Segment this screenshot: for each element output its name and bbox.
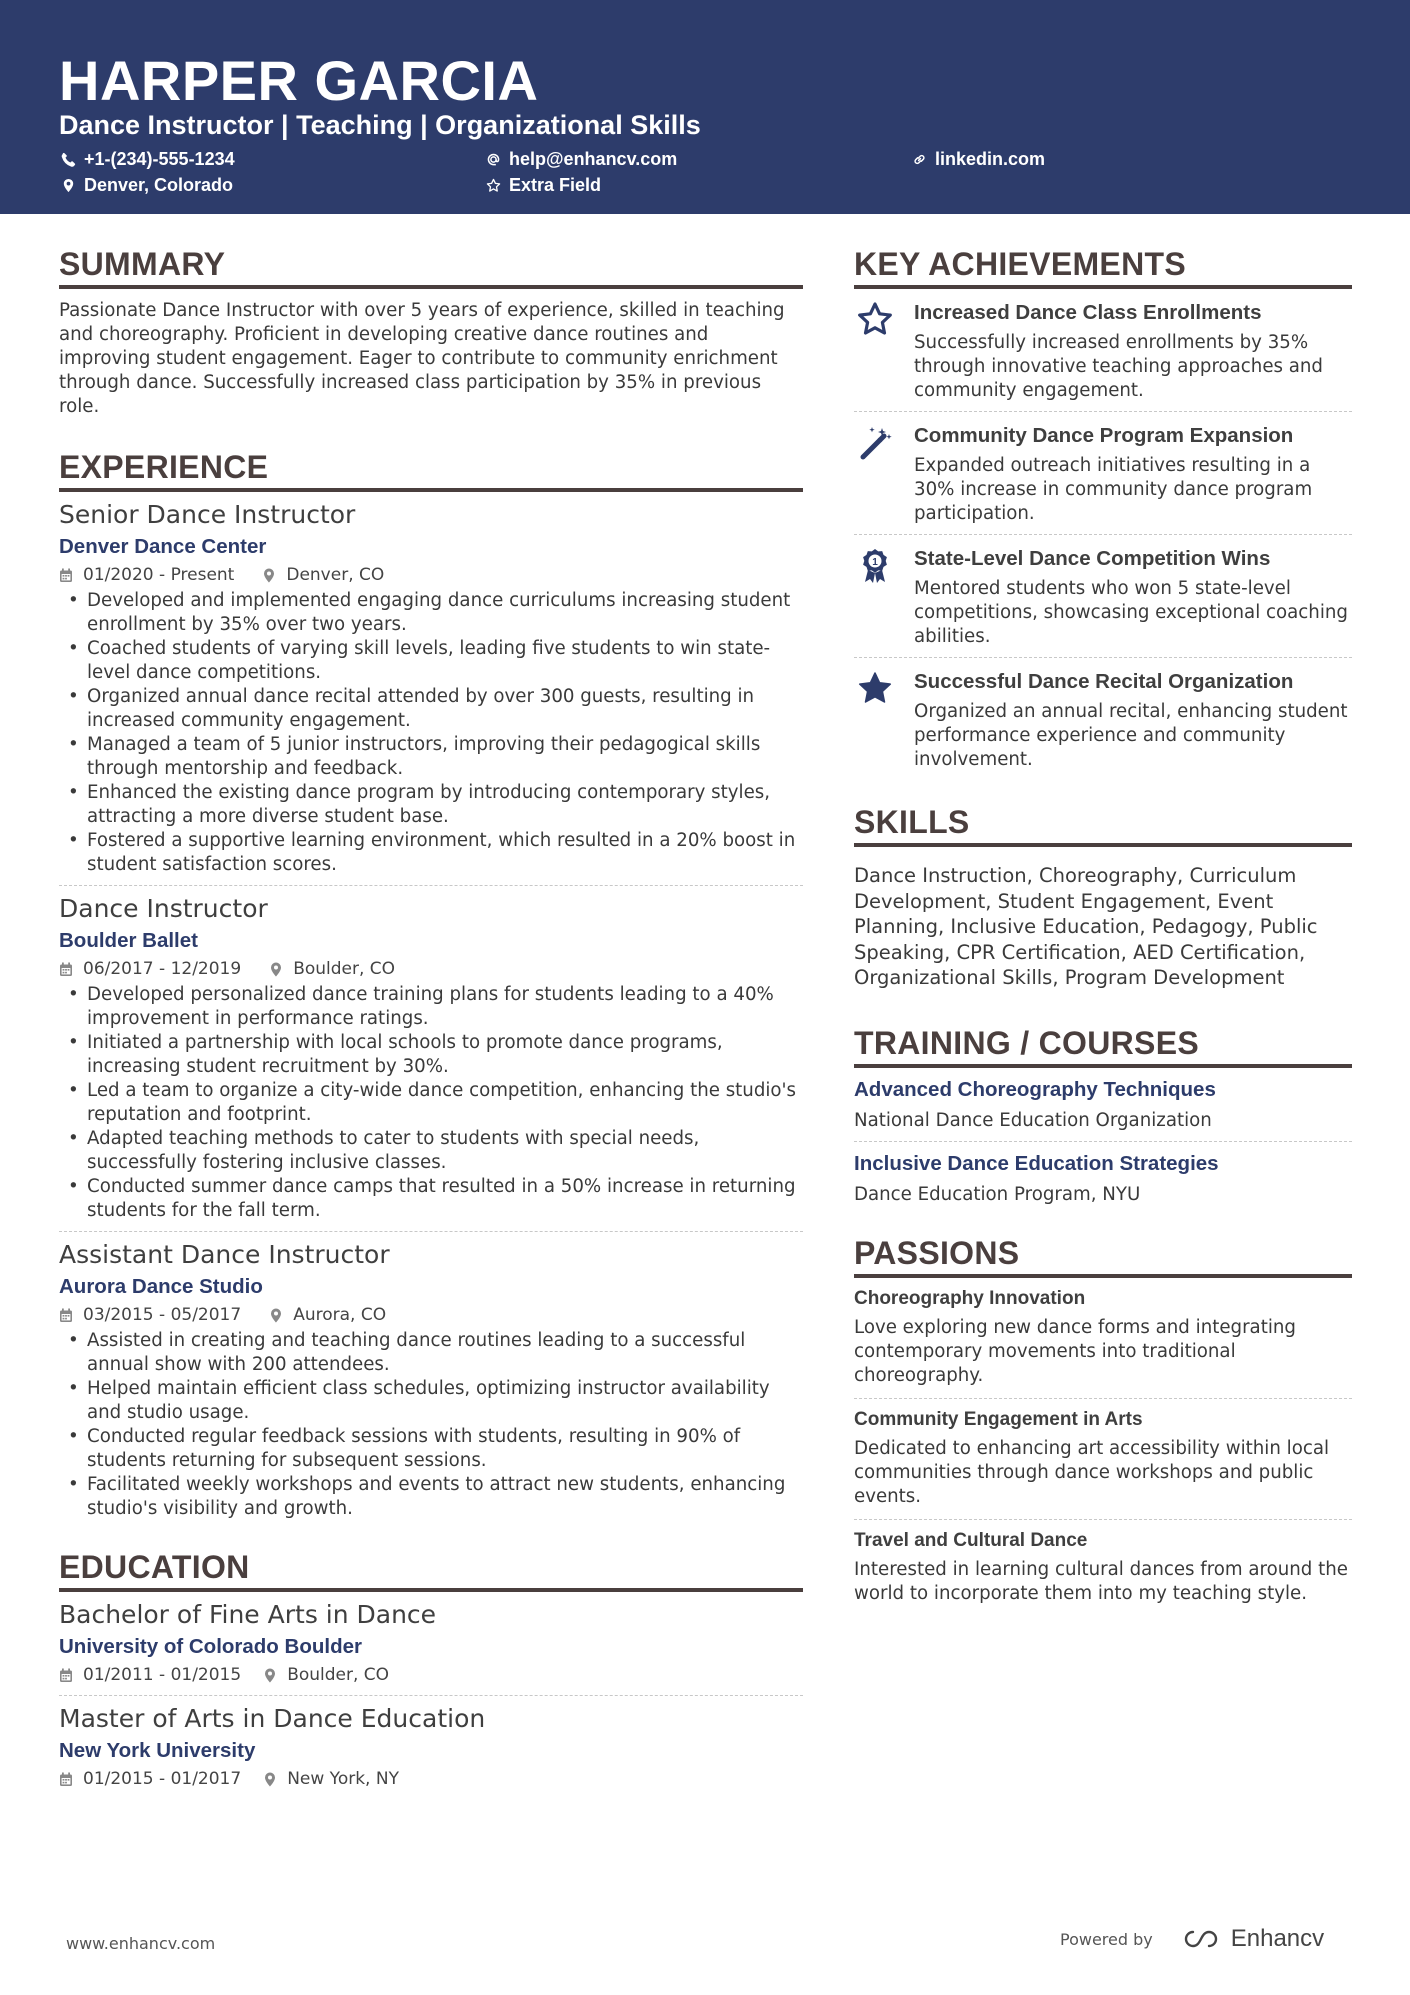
achievement-desc: Successfully increased enrollments by 35% through innovative teaching approaches and community engagement. bbox=[914, 332, 1323, 401]
education-section bbox=[59, 1549, 803, 1789]
skills-section bbox=[854, 804, 1352, 991]
contact-phone-text: +1-(234)-555-1234 bbox=[84, 149, 235, 169]
job-location bbox=[269, 1305, 386, 1325]
training-heading: TRAINING / COURSES bbox=[854, 1025, 1352, 1068]
education-location-text: Boulder, CO bbox=[287, 1665, 390, 1685]
job-dates: 01/2020 - Present bbox=[83, 565, 235, 585]
job-meta bbox=[59, 565, 803, 585]
job-bullet: • Developed personalized dance training plans for students leading to a 40% improvement in performance ratings. bbox=[59, 983, 803, 1031]
education-meta bbox=[59, 1769, 803, 1789]
course-org: Dance Education Program, NYU bbox=[854, 1183, 1141, 1205]
contact-website-text: linkedin.com bbox=[935, 149, 1046, 169]
passion-title: Travel and Cultural Dance bbox=[854, 1529, 1088, 1551]
star-outline-icon bbox=[856, 301, 894, 339]
job-bullet: • Initiated a partnership with local schools to promote dance programs, increasing student recruitment by 30%. bbox=[59, 1031, 803, 1079]
candidate-name: HARPER GARCIA bbox=[59, 49, 539, 112]
job-dates: 06/2017 - 12/2019 bbox=[83, 959, 242, 979]
experience-heading: EXPERIENCE bbox=[59, 449, 803, 492]
passion-item bbox=[854, 1520, 1352, 1616]
training-section bbox=[854, 1025, 1352, 1215]
achievement-desc: Expanded outreach initiatives resulting in a 30% increase in community dance program participation. bbox=[914, 455, 1313, 524]
location-pin-icon bbox=[269, 1308, 283, 1323]
job-bullet: • Organized annual dance recital attended by over 300 guests, resulting in increased community engagement. bbox=[59, 685, 803, 733]
contact-extra-text: Extra Field bbox=[509, 175, 602, 195]
achievement-item bbox=[854, 658, 1352, 780]
education-meta bbox=[59, 1665, 803, 1685]
job-meta bbox=[59, 1305, 803, 1325]
course-item bbox=[854, 1142, 1352, 1215]
location-pin-icon bbox=[263, 1772, 277, 1787]
footer-website[interactable]: www.enhancv.com bbox=[66, 1934, 216, 1953]
job-location-text: Boulder, CO bbox=[293, 959, 396, 979]
company-name: Denver Dance Center bbox=[59, 535, 267, 558]
job-title: Dance Instructor bbox=[59, 894, 268, 923]
job-bullet: • Assisted in creating and teaching dance routines leading to a successful annual show with 200 attendees. bbox=[59, 1329, 803, 1377]
footer-powered bbox=[1060, 1925, 1324, 1953]
experience-entry bbox=[59, 894, 803, 1232]
at-icon bbox=[486, 152, 501, 167]
education-dates: 01/2015 - 01/2017 bbox=[83, 1769, 242, 1789]
svg-text:1: 1 bbox=[872, 557, 878, 568]
magic-wand-icon bbox=[856, 424, 894, 462]
job-bullet: • Adapted teaching methods to cater to students with special needs, successfully fostering inclusive classes. bbox=[59, 1127, 803, 1175]
contact-phone[interactable] bbox=[61, 149, 235, 170]
education-entry bbox=[59, 1704, 803, 1789]
achievement-item bbox=[854, 412, 1352, 535]
company-name: Aurora Dance Studio bbox=[59, 1275, 263, 1298]
achievement-item bbox=[854, 289, 1352, 412]
summary-text: Passionate Dance Instructor with over 5 years of experience, skilled in teaching and choreography. Proficient in developing creative dance routines and improving student engagement. Eager to contribute to community enrichment through dance. Successfully increased class participation by 35% in previous role. bbox=[59, 300, 785, 417]
course-org: National Dance Education Organization bbox=[854, 1109, 1212, 1131]
job-bullet: • Facilitated weekly workshops and events to attract new students, enhancing studio's visibility and growth. bbox=[59, 1473, 803, 1521]
star-outline-icon bbox=[486, 178, 501, 193]
job-bullet: • Managed a team of 5 junior instructors, improving their pedagogical skills through mentorship and feedback. bbox=[59, 733, 803, 781]
award-icon bbox=[856, 547, 894, 585]
contact-email-text: help@enhancv.com bbox=[509, 149, 678, 169]
enhancv-logo-icon bbox=[1179, 1927, 1223, 1951]
entry-divider bbox=[59, 1695, 803, 1696]
education-location bbox=[263, 1665, 389, 1685]
entry-divider bbox=[59, 1231, 803, 1232]
calendar-icon bbox=[59, 568, 73, 583]
summary-section bbox=[59, 246, 803, 419]
job-location-text: Aurora, CO bbox=[293, 1305, 387, 1325]
experience-entry bbox=[59, 500, 803, 886]
entry-divider bbox=[59, 885, 803, 886]
achievement-desc: Mentored students who won 5 state-level competitions, showcasing exceptional coaching abilities. bbox=[914, 578, 1348, 647]
passion-desc: Love exploring new dance forms and integrating contemporary movements into traditional choreography. bbox=[854, 1316, 1296, 1386]
contact-email[interactable] bbox=[486, 149, 677, 170]
location-pin-icon bbox=[263, 1668, 277, 1683]
job-bullet: • Conducted summer dance camps that resulted in a 50% increase in returning students for the fall term. bbox=[59, 1175, 803, 1223]
passion-title: Choreography Innovation bbox=[854, 1287, 1086, 1309]
experience-section bbox=[59, 449, 803, 1521]
star-filled-icon bbox=[856, 670, 894, 708]
job-bullet: • Led a team to organize a city-wide dance competition, enhancing the studio's reputation and footprint. bbox=[59, 1079, 803, 1127]
education-entry bbox=[59, 1600, 803, 1696]
course-title: Inclusive Dance Education Strategies bbox=[854, 1151, 1219, 1175]
achievement-title: State-Level Dance Competition Wins bbox=[914, 547, 1271, 570]
calendar-icon bbox=[59, 1308, 73, 1323]
enhancv-logo[interactable] bbox=[1179, 1925, 1324, 1953]
school-name: New York University bbox=[59, 1739, 256, 1762]
education-dates: 01/2011 - 01/2015 bbox=[83, 1665, 242, 1685]
passion-title: Community Engagement in Arts bbox=[854, 1408, 1143, 1430]
calendar-icon bbox=[59, 1668, 73, 1683]
contact-extra bbox=[486, 175, 601, 196]
job-bullets bbox=[59, 589, 803, 877]
job-bullets bbox=[59, 1329, 803, 1521]
phone-icon bbox=[61, 152, 76, 167]
degree-title: Master of Arts in Dance Education bbox=[59, 1704, 486, 1733]
school-name: University of Colorado Boulder bbox=[59, 1635, 362, 1658]
brand-name: Enhancv bbox=[1230, 1925, 1325, 1952]
achievements-heading: KEY ACHIEVEMENTS bbox=[854, 246, 1352, 289]
passions-heading: PASSIONS bbox=[854, 1235, 1352, 1278]
job-bullet: • Developed and implemented engaging dance curriculums increasing student enrollment by 35% over two years. bbox=[59, 589, 803, 637]
job-title: Assistant Dance Instructor bbox=[59, 1240, 390, 1269]
job-title: Senior Dance Instructor bbox=[59, 500, 356, 529]
skills-list: Dance Instruction, Choreography, Curriculum Development, Student Engagement, Event Planning, Inclusive Education, Pedagogy, Public Speaking, CPR Certification, AED Certification, Organizational Skills, Program Development bbox=[854, 864, 1318, 989]
job-bullet: • Fostered a supportive learning environment, which resulted in a 20% boost in student satisfaction scores. bbox=[59, 829, 803, 877]
right-column bbox=[854, 246, 1352, 1616]
experience-entry bbox=[59, 1240, 803, 1521]
education-location-text: New York, NY bbox=[287, 1769, 399, 1789]
achievement-item bbox=[854, 535, 1352, 658]
passion-item bbox=[854, 1278, 1352, 1399]
achievement-title: Increased Dance Class Enrollments bbox=[914, 301, 1262, 324]
job-location-text: Denver, CO bbox=[286, 565, 385, 585]
contact-location bbox=[61, 175, 233, 196]
achievement-title: Successful Dance Recital Organization bbox=[914, 670, 1294, 693]
degree-title: Bachelor of Fine Arts in Dance bbox=[59, 1600, 437, 1629]
resume-header bbox=[0, 0, 1410, 214]
achievement-title: Community Dance Program Expansion bbox=[914, 424, 1294, 447]
powered-by-label: Powered by bbox=[1060, 1929, 1153, 1949]
company-name: Boulder Ballet bbox=[59, 929, 198, 952]
job-bullet: • Conducted regular feedback sessions with students, resulting in 90% of students returning for subsequent sessions. bbox=[59, 1425, 803, 1473]
job-location bbox=[269, 959, 395, 979]
education-location bbox=[263, 1769, 399, 1789]
candidate-headline: Dance Instructor | Teaching | Organizational Skills bbox=[59, 110, 701, 140]
calendar-icon bbox=[59, 1772, 73, 1787]
calendar-icon bbox=[59, 962, 73, 977]
job-bullet: • Helped maintain efficient class schedules, optimizing instructor availability and studio usage. bbox=[59, 1377, 803, 1425]
passions-section bbox=[854, 1235, 1352, 1616]
job-dates: 03/2015 - 05/2017 bbox=[83, 1305, 242, 1325]
contact-website[interactable] bbox=[912, 149, 1045, 170]
link-icon bbox=[912, 152, 927, 167]
job-bullets bbox=[59, 983, 803, 1223]
job-location bbox=[262, 565, 384, 585]
education-heading: EDUCATION bbox=[59, 1549, 803, 1592]
job-bullet: • Coached students of varying skill levels, leading five students to win state-level dance competitions. bbox=[59, 637, 803, 685]
job-meta bbox=[59, 959, 803, 979]
left-column bbox=[59, 246, 803, 1789]
achievements-section bbox=[854, 246, 1352, 780]
location-pin-icon bbox=[262, 568, 276, 583]
passion-item bbox=[854, 1399, 1352, 1520]
achievement-desc: Organized an annual recital, enhancing student performance experience and community involvement. bbox=[914, 701, 1348, 770]
job-bullet: • Enhanced the existing dance program by introducing contemporary styles, attracting a more diverse student base. bbox=[59, 781, 803, 829]
summary-heading: SUMMARY bbox=[59, 246, 803, 289]
contact-location-text: Denver, Colorado bbox=[84, 175, 234, 195]
course-title: Advanced Choreography Techniques bbox=[854, 1077, 1216, 1101]
skills-heading: SKILLS bbox=[854, 804, 1352, 847]
location-pin-icon bbox=[61, 178, 76, 193]
course-item bbox=[854, 1068, 1352, 1142]
passion-desc: Interested in learning cultural dances from around the world to incorporate them into my teaching style. bbox=[854, 1558, 1348, 1604]
location-pin-icon bbox=[269, 962, 283, 977]
passion-desc: Dedicated to enhancing art accessibility within local communities through dance workshops and public events. bbox=[854, 1437, 1330, 1507]
